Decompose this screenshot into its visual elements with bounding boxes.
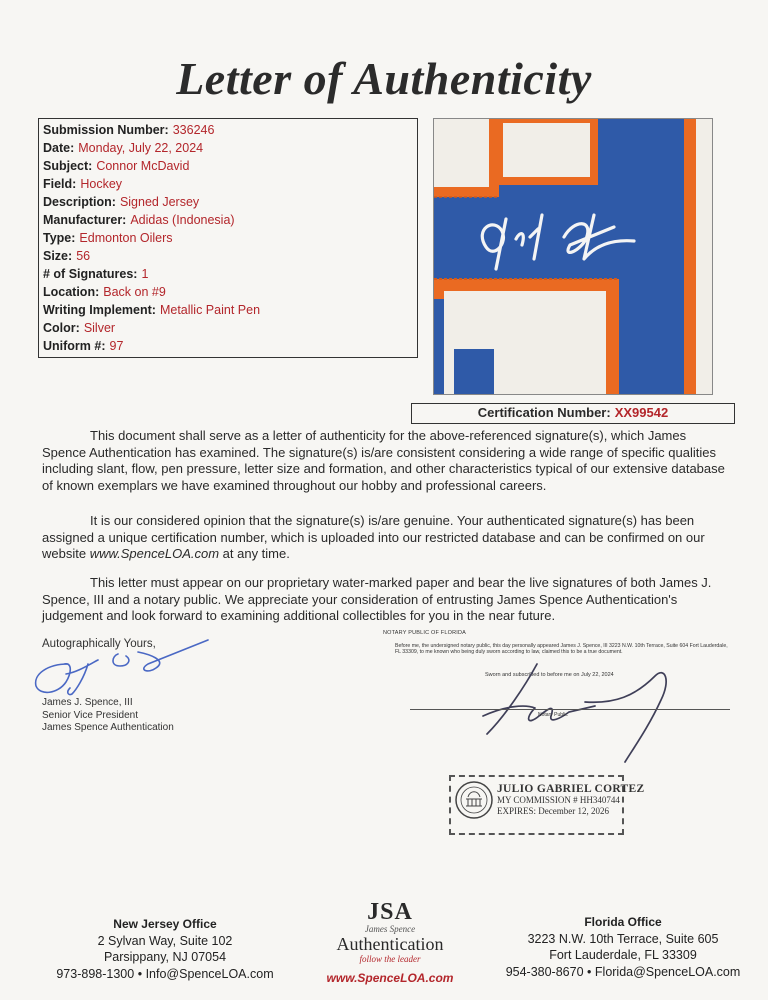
signer-block — [42, 697, 174, 735]
submission-field-value: Monday, July 22, 2024 — [78, 141, 204, 155]
certification-number-box — [411, 403, 735, 424]
submission-field-label: Description: — [43, 195, 116, 209]
notary-signature-line — [410, 709, 730, 710]
submission-details-box — [38, 118, 418, 358]
submission-field-value: Back on #9 — [103, 285, 166, 299]
notary-signature-icon — [465, 656, 685, 766]
jsa-logo-tagline: follow the leader — [359, 954, 421, 964]
submission-row — [43, 265, 413, 283]
jsa-logo-mark: JSA — [367, 899, 413, 925]
notary-heading: NOTARY PUBLIC OF FLORIDA — [383, 630, 467, 636]
notary-sworn-line: Sworn and subscribed to before me on July 22, 2024 — [485, 672, 614, 678]
submission-row — [43, 301, 413, 319]
submission-row — [43, 247, 413, 265]
submission-row — [43, 139, 413, 157]
nj-address-line2: Parsippany, NJ 07054 — [103, 950, 227, 964]
notary-stamp-text — [497, 783, 644, 817]
submission-field-label: Date: — [43, 141, 75, 155]
notary-seal-icon — [454, 780, 494, 820]
submission-row — [43, 319, 413, 337]
submission-field-label: Type: — [43, 231, 76, 245]
jersey-signature-image — [434, 119, 713, 395]
paragraph-opinion-text: It is our considered opinion that the signature(s) is/are genuine. Your authenticated signature(s) has been assigned a unique certification number, which is uploaded into our restricted database and can be confirmed on our website — [42, 513, 705, 561]
certification-number: XX99542 — [614, 405, 669, 420]
fl-email[interactable]: Florida@SpenceLOA.com — [594, 964, 741, 979]
submission-field-value: Silver — [83, 321, 116, 335]
paragraph-opinion-tail: at any time. — [219, 546, 290, 561]
submission-field-value: 1 — [141, 267, 149, 281]
submission-row — [43, 157, 413, 175]
page-title: Letter of Authenticity — [176, 53, 592, 104]
submission-field-value: Adidas (Indonesia) — [130, 213, 235, 227]
bullet-icon: • — [587, 964, 592, 979]
jsa-logo-authentication: Authentication — [336, 934, 444, 954]
submission-row — [43, 175, 413, 193]
nj-email[interactable]: Info@SpenceLOA.com — [145, 966, 274, 981]
submission-row — [43, 193, 413, 211]
jersey-photo — [433, 118, 713, 395]
notary-caption: Notary Public — [538, 712, 568, 718]
florida-office — [478, 914, 768, 980]
fl-office-heading: Florida Office — [584, 915, 662, 929]
submission-row — [43, 211, 413, 229]
nj-contact — [30, 966, 300, 983]
signer-company: James Spence Authentication — [42, 722, 174, 733]
submission-field-label: Writing Implement: — [43, 303, 156, 317]
submission-field-label: Size: — [43, 249, 73, 263]
submission-field-value: Metallic Paint Pen — [159, 303, 261, 317]
submission-field-label: # of Signatures: — [43, 267, 138, 281]
submission-field-label: Color: — [43, 321, 80, 335]
fl-address-line1: 3223 N.W. 10th Terrace, Suite 605 — [527, 931, 719, 946]
submission-field-label: Subject: — [43, 159, 93, 173]
bullet-icon: • — [137, 966, 143, 981]
submission-row — [43, 121, 413, 139]
fl-address-line2: Fort Lauderdale, FL 33309 — [549, 948, 697, 962]
submission-field-value: Connor McDavid — [96, 159, 190, 173]
submission-field-value: 97 — [109, 339, 124, 353]
website-link[interactable]: www.SpenceLOA.com — [89, 546, 220, 561]
spence-signature-icon — [28, 634, 218, 700]
new-jersey-office — [30, 916, 300, 982]
notary-statement: Before me, the undersigned notary public, this day personally appeared James J. Spence, III 3223 N.W. 10th Terrace, Suite 604 Fort Lauderdale, FL 33309, to me known who being duly sworn according to law, claimed this to be a true document. — [395, 643, 728, 656]
paragraph-opinion — [42, 513, 730, 563]
jsa-logo — [310, 900, 470, 985]
submission-field-label: Uniform #: — [43, 339, 106, 353]
submission-row — [43, 283, 413, 301]
jsa-website-link[interactable]: www.SpenceLOA.com — [326, 971, 454, 985]
certification-label: Certification Number: — [477, 405, 611, 420]
jsa-logo-small: James Spence — [364, 924, 416, 934]
signer-title: Senior Vice President — [42, 709, 138, 721]
notary-stamp-expires: EXPIRES: December 12, 2026 — [497, 806, 609, 816]
paragraph-authenticity: This document shall serve as a letter of authenticity for the above-referenced signature(s), which James Spence Authentication has examined. The signature(s) is/are consistent considering a wide range of specific qualities including slant, flow, pen pressure, letter size and formation, and other characteristics typical of our extensive database of known exemplars we have examined throughout our hobby and professional careers. — [42, 428, 725, 493]
notary-stamp-commission: MY COMMISSION # HH340744 — [497, 795, 620, 805]
fl-phone[interactable]: 954-380-8670 — [505, 964, 584, 979]
nj-address-line1: 2 Sylvan Way, Suite 102 — [97, 933, 233, 948]
submission-field-value: 336246 — [172, 123, 215, 137]
nj-phone[interactable]: 973-898-1300 — [56, 966, 135, 981]
submission-field-label: Field: — [43, 177, 77, 191]
signoff: Autographically Yours, — [42, 638, 156, 650]
submission-row — [43, 229, 413, 247]
nj-office-heading: New Jersey Office — [113, 917, 217, 931]
submission-field-value: Edmonton Oilers — [79, 231, 173, 245]
submission-field-value: Signed Jersey — [119, 195, 200, 209]
submission-field-label: Manufacturer: — [43, 213, 127, 227]
paragraph-watermark: This letter must appear on our proprietary water-marked paper and bear the live signatures of both James J. Spence, III and a notary public. We appreciate your consideration of entrusting James Spence Authentication's judgement and look forward to examining additional collectibles for you in the near future. — [42, 575, 712, 623]
submission-field-value: 56 — [76, 249, 91, 263]
submission-row — [43, 337, 413, 355]
submission-field-value: Hockey — [80, 177, 123, 191]
fl-contact — [478, 964, 768, 981]
notary-stamp-name: JULIO GABRIEL CORTEZ — [497, 783, 645, 795]
submission-field-label: Location: — [43, 285, 100, 299]
submission-field-label: Submission Number: — [43, 123, 169, 137]
signer-name: James J. Spence, III — [42, 697, 133, 708]
